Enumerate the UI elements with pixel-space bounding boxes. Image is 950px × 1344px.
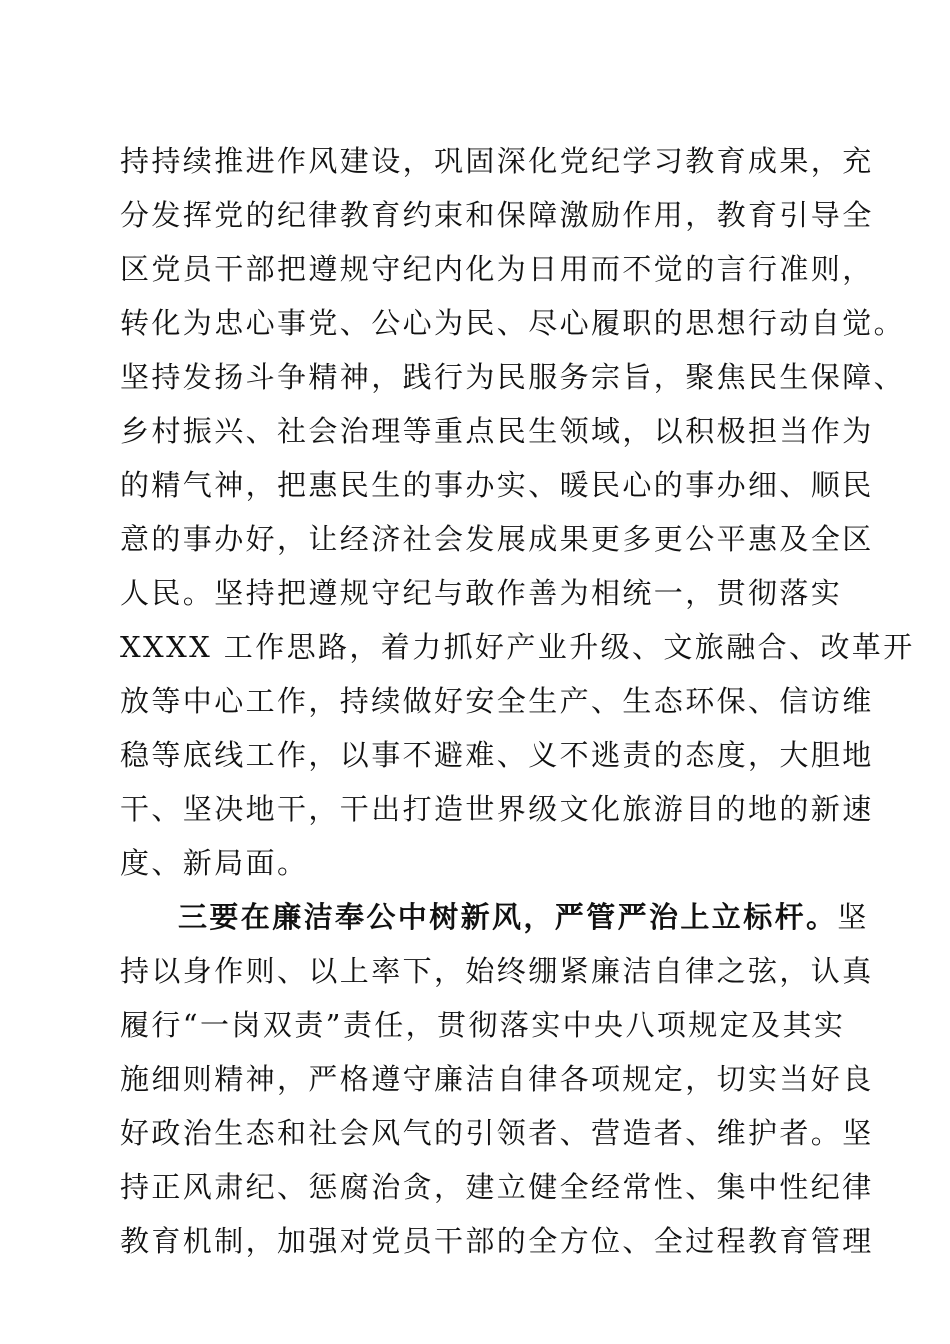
text-line: 转化为忠心事党、公心为民、尽心履职的思想行动自觉。 (120, 306, 906, 340)
text-run: 坚 (837, 900, 869, 934)
text-line: 放等中心工作，持续做好安全生产、生态环保、信访维 (120, 684, 874, 718)
paragraph-1 (120, 134, 915, 890)
text-line: 坚持发扬斗争精神，践行为民服务宗旨，聚焦民生保障、 (120, 360, 906, 394)
paragraph-2-first-line (120, 890, 869, 944)
text-line: 度、新局面。 (120, 846, 309, 880)
paragraph-heading: 三要在廉洁奉公中树新风，严管严治上立标杆。 (178, 900, 838, 934)
text-line: 持持续推进作风建设，巩固深化党纪学习教育成果，充 (120, 144, 874, 178)
text-line: 持以身作则、以上率下，始终绷紧廉洁自律之弦，认真 (120, 954, 874, 988)
text-line: 的精气神，把惠民生的事办实、暖民心的事办细、顺民 (120, 468, 874, 502)
text-line: 人民。坚持把遵规守纪与敢作善为相统一，贯彻落实 (120, 576, 843, 610)
text-line: 施细则精神，严格遵守廉洁自律各项规定，切实当好良 (120, 1062, 874, 1096)
document-body (120, 134, 915, 1268)
paragraph-2 (120, 890, 874, 1268)
text-line: 好政治生态和社会风气的引领者、营造者、维护者。坚 (120, 1116, 874, 1150)
text-line: 意的事办好，让经济社会发展成果更多更公平惠及全区 (120, 522, 874, 556)
text-line: 教育机制，加强对党员干部的全方位、全过程教育管理 (120, 1224, 874, 1258)
text-line: 干、坚决地干，干出打造世界级文化旅游目的地的新速 (120, 792, 874, 826)
text-line: 分发挥党的纪律教育约束和保障激励作用，教育引导全 (120, 198, 874, 232)
text-line: 履行“一岗双责”责任，贯彻落实中央八项规定及其实 (120, 1008, 846, 1042)
text-line: XXXX 工作思路，着力抓好产业升级、文旅融合、改革开 (120, 630, 915, 664)
text-line: 乡村振兴、社会治理等重点民生领域，以积极担当作为 (120, 414, 874, 448)
text-line: 区党员干部把遵规守纪内化为日用而不觉的言行准则， (120, 252, 874, 286)
text-line: 稳等底线工作，以事不避难、义不逃责的态度，大胆地 (120, 738, 874, 772)
text-line: 持正风肃纪、惩腐治贪，建立健全经常性、集中性纪律 (120, 1170, 874, 1204)
